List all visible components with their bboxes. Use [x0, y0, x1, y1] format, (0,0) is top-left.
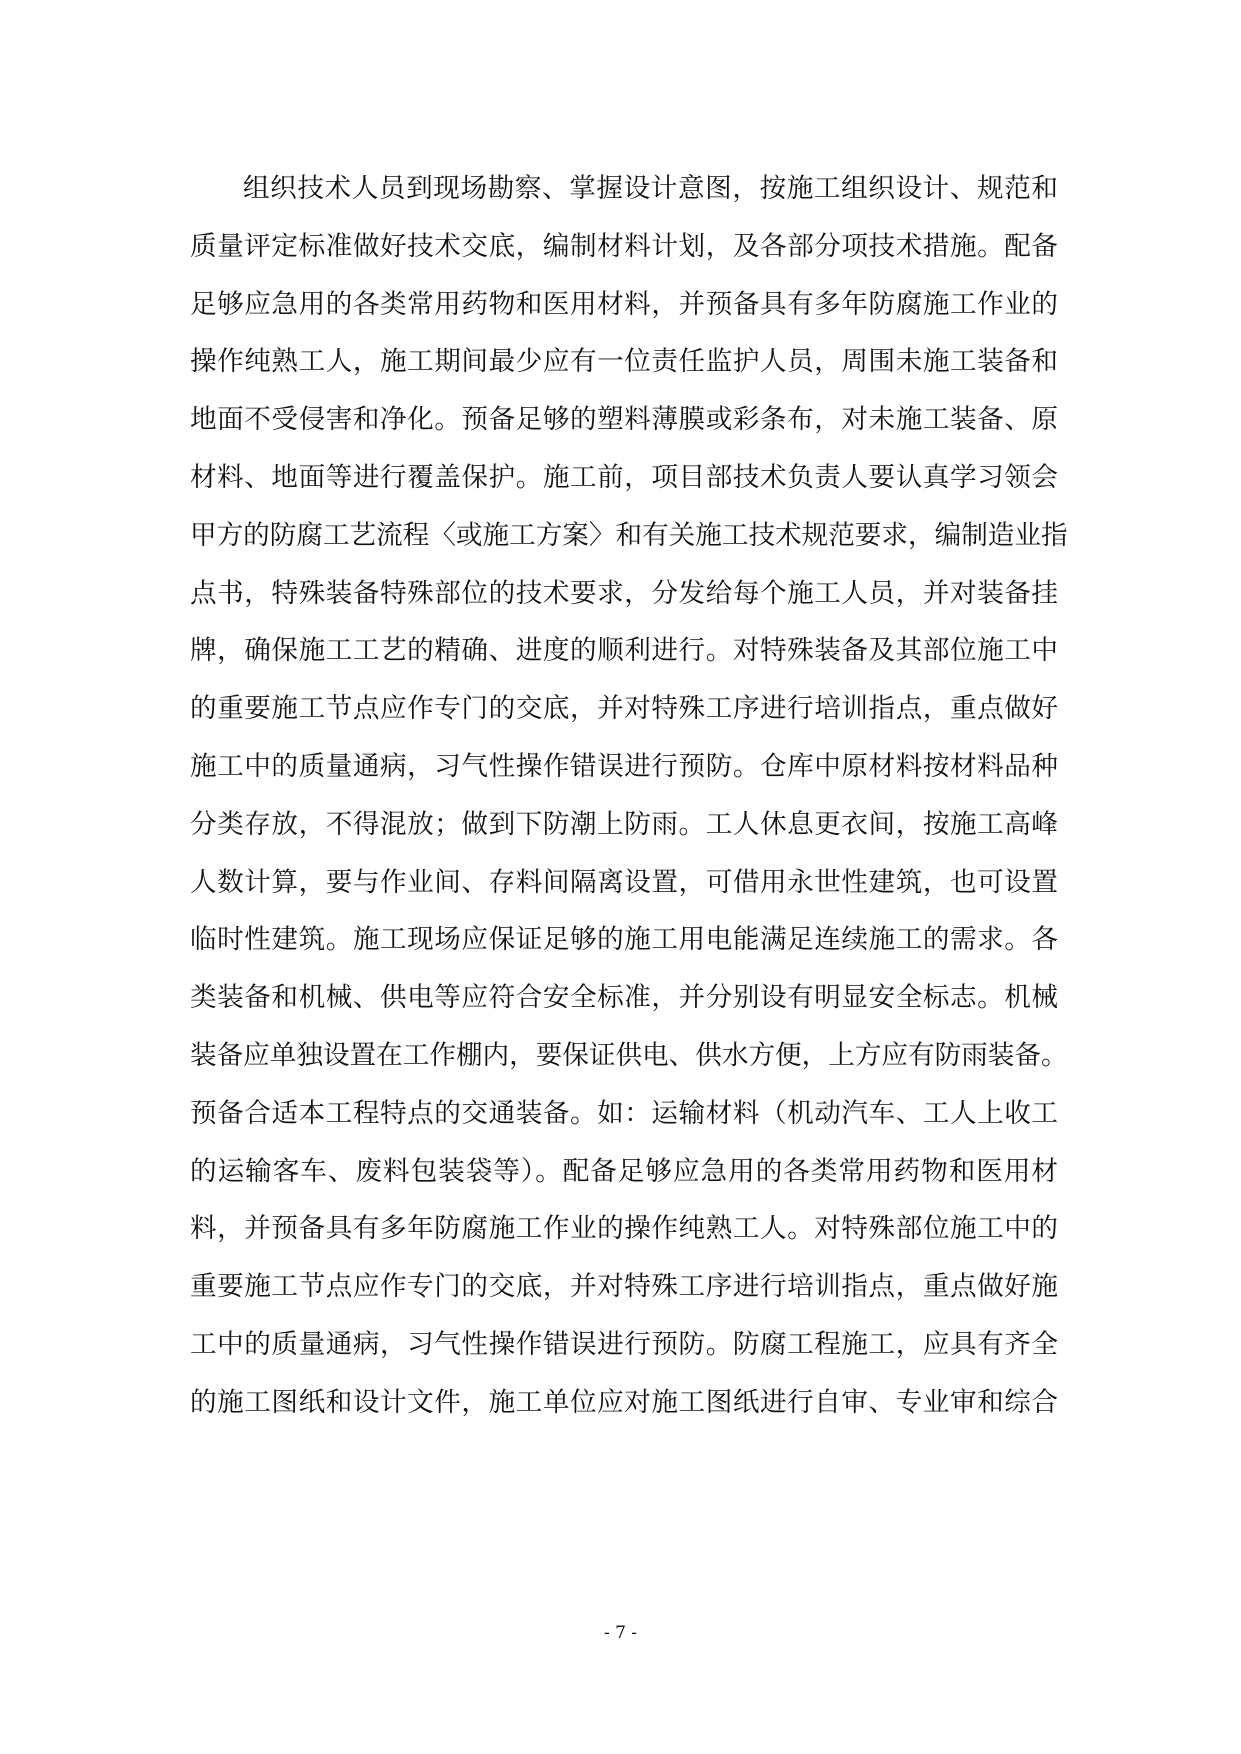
paragraph-line: 甲方的防腐工艺流程〈或施工方案〉和有关施工技术规范要求，编制造业指 [190, 519, 1068, 551]
paragraph-line: 临时性建筑。施工现场应保证足够的施工用电能满足连续施工的需求。各 [190, 924, 1058, 956]
paragraph-line: 重要施工节点应作专门的交底，并对特殊工序进行培训指点，重点做好施 [190, 1271, 1058, 1303]
body-paragraph [190, 160, 1068, 1432]
paragraph-line: 地面不受侵害和净化。预备足够的塑料薄膜或彩条布，对未施工装备、原 [190, 404, 1058, 436]
paragraph-line: 材料、地面等进行覆盖保护。施工前，项目部技术负责人要认真学习领会 [190, 461, 1058, 493]
paragraph-line: 的重要施工节点应作专门的交底，并对特殊工序进行培训指点，重点做好 [190, 693, 1058, 725]
paragraph-line: 料，并预备具有多年防腐施工作业的操作纯熟工人。对特殊部位施工中的 [190, 1213, 1058, 1245]
paragraph-line: 足够应急用的各类常用药物和医用材料，并预备具有多年防腐施工作业的 [190, 288, 1058, 320]
paragraph-line: 牌，确保施工工艺的精确、进度的顺利进行。对特殊装备及其部位施工中 [190, 635, 1058, 667]
paragraph-line: 预备合适本工程特点的交通装备。如：运输材料（机动汽车、工人上收工 [190, 1097, 1058, 1129]
paragraph-line: 质量评定标准做好技术交底，编制材料计划，及各部分项技术措施。配备 [190, 230, 1058, 262]
paragraph-line: 人数计算，要与作业间、存料间隔离设置，可借用永世性建筑，也可设置 [190, 866, 1058, 898]
paragraph-line: 组织技术人员到现场勘察、掌握设计意图，按施工组织设计、规范和 [243, 173, 1058, 204]
paragraph-line: 装备应单独设置在工作棚内，要保证供电、供水方便，上方应有防雨装备。 [190, 1039, 1068, 1071]
paragraph-line: 类装备和机械、供电等应符合安全标准，并分别设有明显安全标志。机械 [190, 982, 1058, 1014]
paragraph-line: 工中的质量通病，习气性操作错误进行预防。防腐工程施工，应具有齐全 [190, 1328, 1058, 1360]
paragraph-line: 分类存放，不得混放；做到下防潮上防雨。工人休息更衣间，按施工高峰 [190, 808, 1058, 840]
paragraph-line: 点书，特殊装备特殊部位的技术要求，分发给每个施工人员，并对装备挂 [190, 577, 1058, 609]
paragraph-line: 施工中的质量通病，习气性操作错误进行预防。仓库中原材料按材料品种 [190, 750, 1058, 782]
paragraph-line: 的施工图纸和设计文件，施工单位应对施工图纸进行自审、专业审和综合 [190, 1386, 1058, 1418]
paragraph-line: 的运输客车、废料包装袋等）。配备足够应急用的各类常用药物和医用材 [190, 1155, 1058, 1187]
paragraph-line: 操作纯熟工人，施工期间最少应有一位责任监护人员，周围未施工装备和 [190, 346, 1058, 378]
page-number: - 7 - [603, 1623, 638, 1643]
